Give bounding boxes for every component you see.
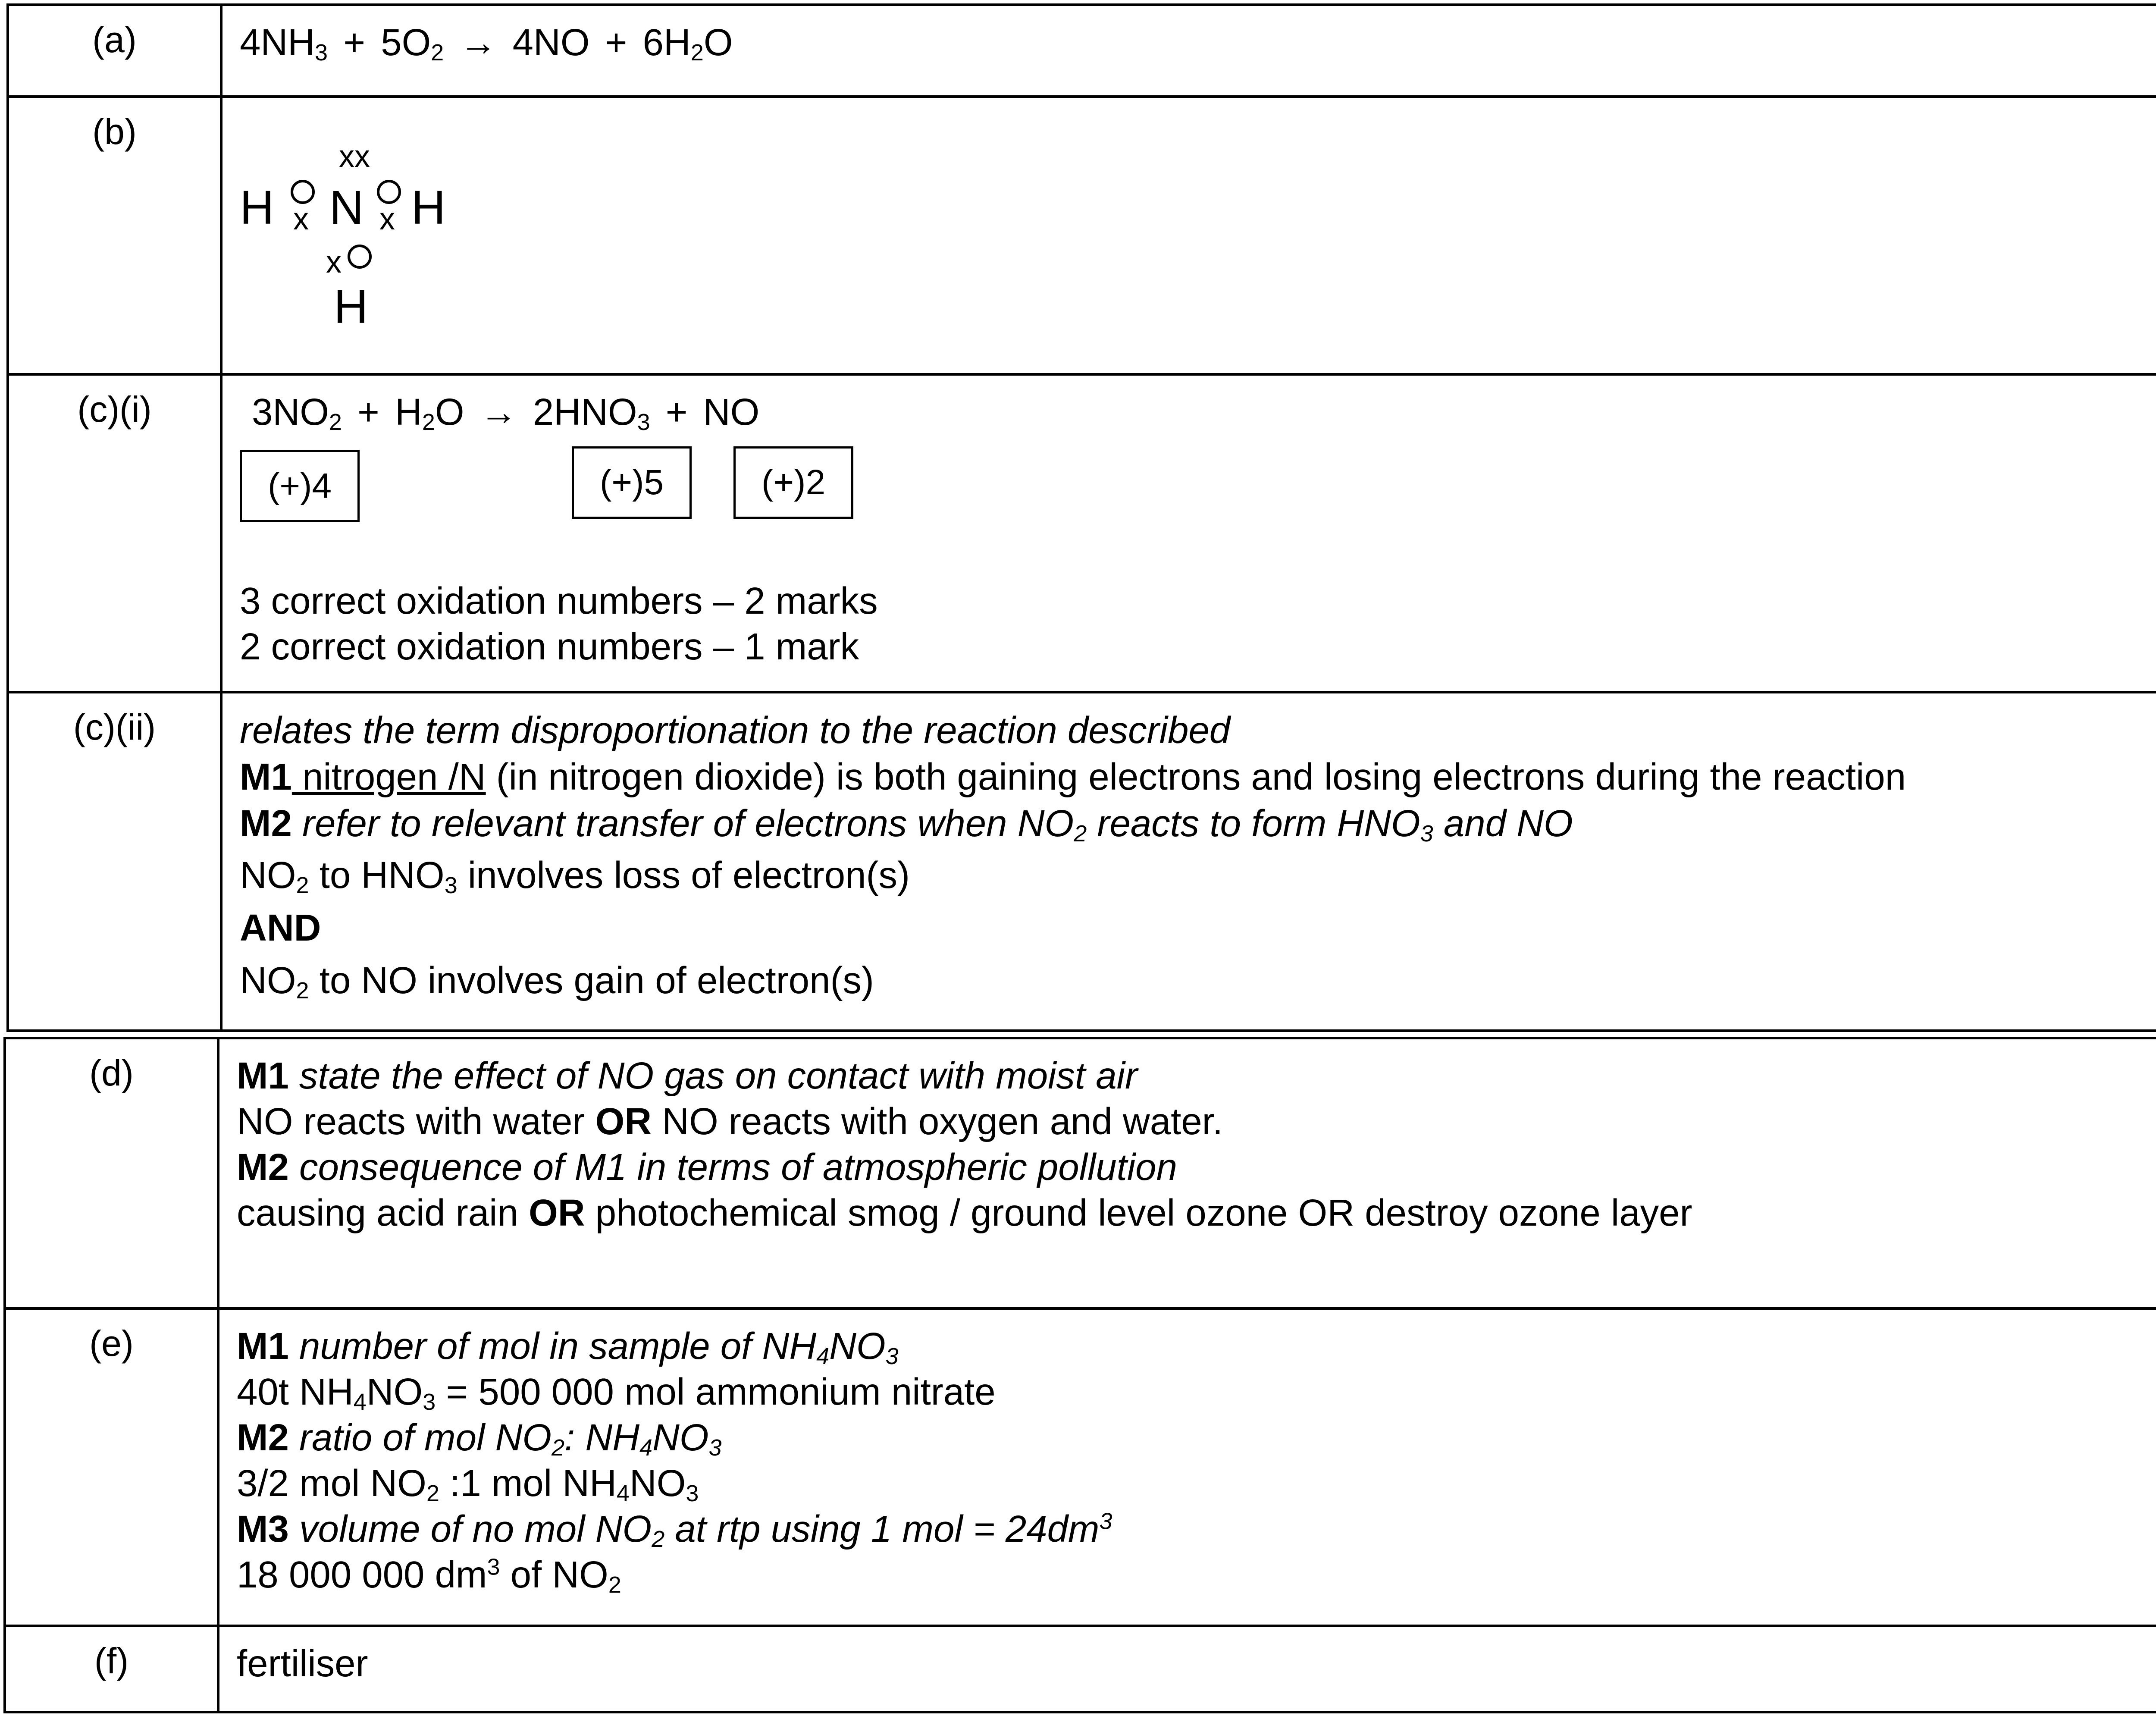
eq-text: 4NH [240,22,315,63]
question-label: (e) [6,1310,219,1625]
answer-text: 18 000 000 dm [237,1554,487,1596]
subscript: 2 [552,1434,565,1461]
eq-sub: 3 [637,409,650,435]
eq-sub: 2 [431,39,444,66]
answer-text: involves loss of electron(s) [457,854,910,896]
superscript: 3 [487,1554,500,1580]
eq-text: 3NO [252,391,329,433]
guidance-line: 3 correct oxidation numbers – 2 marks [240,580,878,622]
electron-dot-right [377,180,401,204]
ammonia-dot-cross-diagram [240,98,498,357]
hydrogen-left: H [240,181,274,234]
row-b [9,95,2156,373]
eq-text: + H [342,391,422,433]
answer-text: NO [366,1371,423,1413]
question-label: (c)(ii) [9,693,222,1029]
guidance-text: NO [829,1325,886,1367]
subscript: 4 [816,1343,830,1369]
answer-cell [222,693,2156,1029]
answer-text: of NO [500,1554,608,1596]
subscript: 2 [296,872,309,898]
mark-point-m3 [237,1506,2156,1552]
and-connector: AND [240,907,321,949]
row-e [6,1307,2156,1625]
subscript: 3 [423,1389,436,1415]
electron-dot-left [291,180,315,204]
answer-line [237,1461,2156,1506]
mark-point-m1 [240,754,2156,800]
eq-text: → 4NO + 6H [444,22,691,63]
answer-line [237,1369,2156,1415]
answer-cell [222,6,2156,95]
subscript: 3 [708,1434,722,1461]
oxidation-number-box: (+)4 [240,450,360,522]
guidance-heading: relates the term disproportionation to the reaction described [240,709,1231,751]
subscript: 4 [353,1389,367,1415]
guidance-text: ratio of mol NO [288,1417,552,1459]
oxidation-number-box: (+)2 [733,446,853,519]
answer-text: to HNO [309,854,445,896]
mark-point-m1 [237,1324,2156,1369]
subscript: 2 [426,1480,439,1506]
row-d [6,1037,2156,1307]
row-c-ii [9,691,2156,1029]
answer-text: NO [240,854,296,896]
answer-text: NO reacts with water [237,1101,595,1142]
superscript: 3 [1099,1508,1112,1534]
answer-text: = 500 000 mol ammonium nitrate [436,1371,996,1413]
question-label: (b) [9,98,222,373]
oxidation-number-box: (+)5 [572,446,692,519]
subscript: 4 [616,1480,630,1506]
eq-text: + NO [650,391,760,433]
mark-code: M2 [237,1146,289,1188]
electron-dot-bottom [348,245,372,269]
marking-guidance [240,578,878,670]
guidance-line: 2 correct oxidation numbers – 1 mark [240,626,859,668]
answer-line [240,957,2156,1004]
mark-code: M1 [237,1325,289,1367]
guidance-text: state the effect of NO gas on contact with moist air [288,1055,1138,1097]
subscript: 3 [686,1480,699,1506]
subscript: 3 [444,872,458,898]
answer-line [237,1190,2156,1236]
mark-code: M1 [237,1055,289,1097]
equation-a [240,20,2156,66]
mark-point-m1 [237,1053,2156,1099]
mark-point-m2 [237,1415,2156,1461]
or-connector: OR [529,1192,585,1234]
eq-sub: 2 [690,39,704,66]
question-label: (d) [6,1039,219,1307]
row-f [6,1625,2156,1711]
mark-code: M2 [237,1417,289,1459]
row-a [9,3,2156,95]
eq-text: + 5O [328,22,431,63]
guidance-text: consequence of M1 in terms of atmospheric pollution [288,1146,1177,1188]
guidance-text: at rtp using 1 mol = 24dm [664,1508,1100,1550]
or-connector: OR [595,1101,652,1142]
subscript: 2 [608,1572,621,1598]
answer-line [240,852,2156,899]
guidance-text: NO [652,1417,709,1459]
answer-text: NO [240,960,296,1001]
eq-text: O [703,22,733,63]
answer-text: :1 mol NH [439,1462,617,1504]
eq-text: O → 2HNO [435,391,637,433]
mark-scheme-table-1 [6,3,2156,1032]
mark-code: M2 [240,803,292,844]
eq-sub: 2 [329,409,342,435]
answer-line: fertiliser [237,1643,368,1684]
guidance-text: reacts to form HNO [1087,803,1420,844]
guidance-text: : NH [564,1417,640,1459]
mark-point-m2 [237,1145,2156,1190]
mark-code: M3 [237,1508,289,1550]
guidance-text: and NO [1433,803,1573,844]
answer-cell [219,1627,2156,1711]
answer-cell [222,376,2156,691]
answer-text: NO reacts with oxygen and water. [652,1101,1223,1142]
mark-code: M1 [240,756,292,798]
question-label: (a) [9,6,222,95]
eq-sub: 3 [315,39,328,66]
answer-text: to NO involves gain of electron(s) [309,960,874,1001]
guidance-text: refer to relevant transfer of electrons when NO [291,803,1074,844]
guidance-text: volume of no mol NO [288,1508,652,1550]
mark-scheme-table-2 [3,1037,2156,1713]
eq-sub: 2 [422,409,435,435]
subscript: 4 [639,1434,653,1461]
subscript: 3 [885,1343,899,1369]
row-c-i [9,373,2156,691]
dot-cross-diagram-cell [222,98,2156,373]
answer-cell [219,1310,2156,1625]
answer-text: 3/2 mol NO [237,1462,426,1504]
answer-text: (in nitrogen dioxide) is both gaining electrons and losing electrons during the reaction [486,756,1906,798]
equation-c-i [240,389,2156,435]
subscript: 2 [1074,820,1087,847]
underlined-term: nitrogen /N [291,756,486,798]
nitrogen-atom: N [329,181,364,234]
answer-line [237,1552,2156,1598]
electron-cross-bottom: x [326,245,342,279]
hydrogen-bottom: H [334,280,368,333]
guidance-text: number of mol in sample of NH [288,1325,817,1367]
electron-cross-right: x [379,202,395,236]
answer-cell [219,1039,2156,1307]
answer-text: 40t NH [237,1371,354,1413]
answer-text: photochemical smog / ground level ozone OR destroy ozone layer [585,1192,1692,1234]
lone-pair-crosses: xx [339,139,370,174]
answer-text: causing acid rain [237,1192,529,1234]
subscript: 2 [652,1526,665,1552]
mark-point-m2 [240,800,2156,847]
subscript: 2 [296,977,309,1004]
question-label: (f) [6,1627,219,1711]
answer-text: NO [629,1462,686,1504]
electron-cross-left: x [293,202,309,236]
question-label: (c)(i) [9,376,222,691]
subscript: 3 [1420,820,1433,847]
answer-line [237,1099,2156,1145]
hydrogen-right: H [411,181,446,234]
